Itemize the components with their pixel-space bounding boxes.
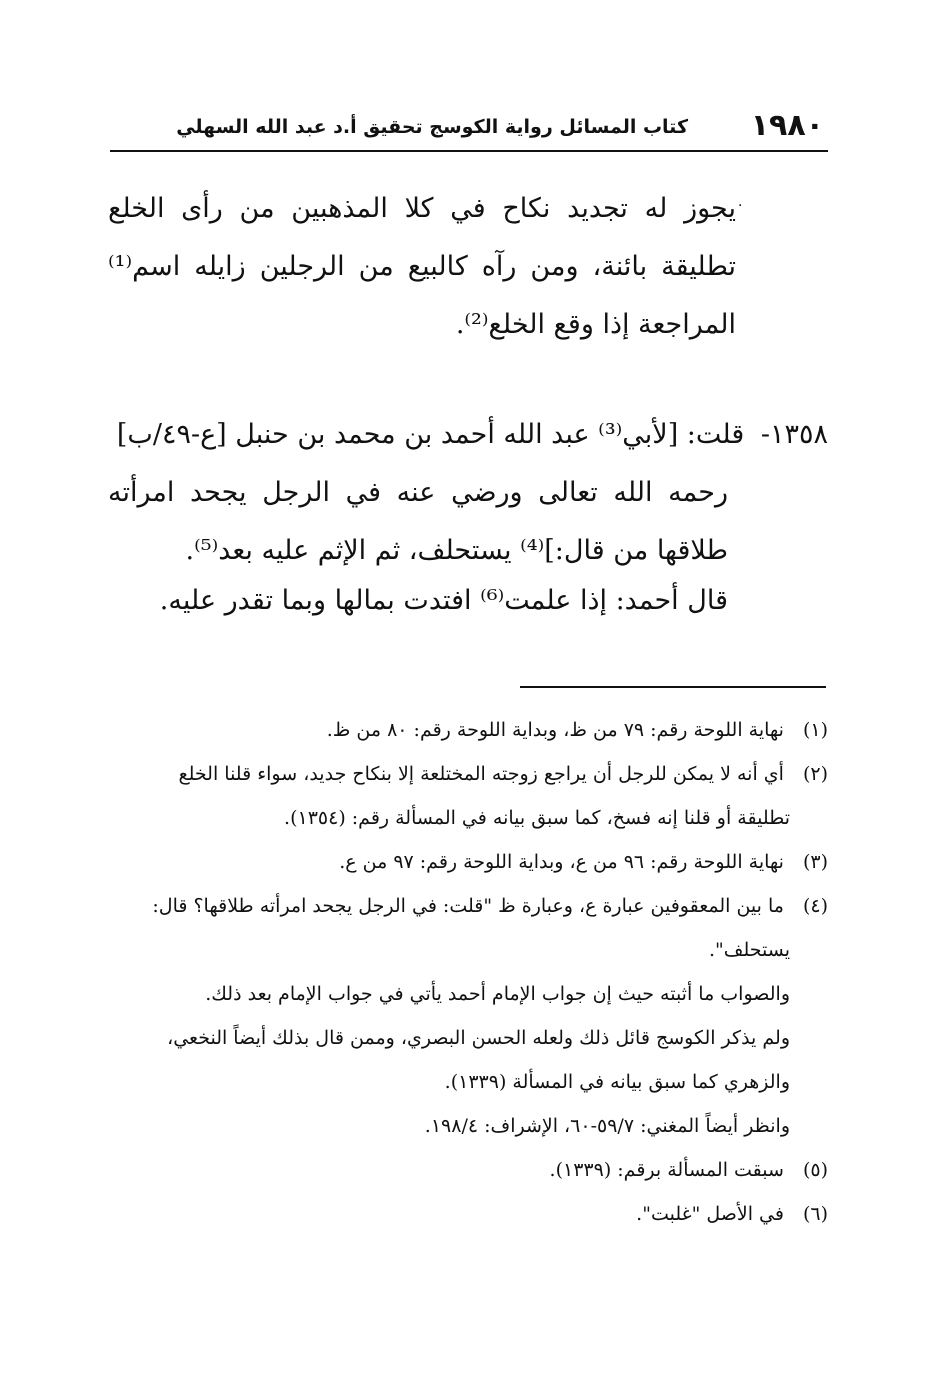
header-rule [110, 150, 828, 152]
issue-heading [108, 406, 828, 464]
footnote-4-note-c [106, 1104, 828, 1148]
footnote-text: ما بين المعقوفين عبارة ع، وعبارة ظ "قلت: في الرجل يجحد امرأته طلاقها؟ قال: [152, 895, 784, 917]
page-number: ١٩٨٠ [750, 108, 824, 143]
footnote-text: أي أنه لا يمكن للرجل أن يراجع زوجته المختلعة إلا بنكاح جديد، سواء قلنا الخلع [178, 763, 784, 785]
footnote-6 [106, 1192, 828, 1236]
footnote-number: (٤) [802, 895, 828, 917]
footnote-text: والصواب ما أثبته حيث إن جواب الإمام أحمد يأتي في جواب الإمام بعد ذلك. [205, 983, 790, 1005]
footnote-text-continuation: والزهري كما سبق بيانه في المسألة (١٣٣٩). [444, 1071, 790, 1093]
issue-question: قلت: [لأبي⁽³⁾ عبد الله أحمد بن محمد بن حنبل [ع-٤٩/ب] [116, 419, 745, 450]
running-header [110, 104, 828, 148]
imam-answer: قال أحمد: إذا علمت⁽⁶⁾ افتدت بمالها وبما تقدر عليه. [159, 585, 728, 616]
footnote-number: (٦) [802, 1203, 828, 1225]
footnote-number: (١) [802, 719, 828, 741]
running-title: كتاب المسائل رواية الكوسج تحقيق أ.د عبد الله السهلي [176, 116, 688, 138]
footnote-text-continuation: يستحلف". [709, 939, 790, 961]
footnote-2 [106, 752, 828, 840]
footnote-4-note-a [106, 972, 828, 1016]
footnote-text: نهاية اللوحة رقم: ٩٦ من ع، وبداية اللوحة رقم: ٩٧ من ع. [339, 851, 784, 873]
footnote-4 [106, 884, 828, 972]
issue-number: ١٣٥٨- [760, 419, 828, 450]
footnote-4-note-b [106, 1016, 828, 1104]
footnote-text: في الأصل "غلبت". [636, 1203, 784, 1225]
footnote-rule [520, 686, 826, 688]
footnote-number: (٥) [802, 1159, 828, 1181]
paragraph-continuation: يجوز له تجديد نكاح في كلا المذهبين من رأى الخلع تطليقة بائنة، ومن رآه كالبيع من الرجلين زايله اسم⁽¹⁾ المراجعة إذا وقع الخلع⁽²⁾. [108, 193, 736, 340]
footnote-number: (٢) [802, 763, 828, 785]
footnote-text: ولم يذكر الكوسج قائل ذلك ولعله الحسن البصري، وممن قال بذلك أيضاً النخعي، [167, 1027, 790, 1049]
footnote-5 [106, 1148, 828, 1192]
footnote-text-continuation: تطليقة أو قلنا إنه فسخ، كما سبق بيانه في المسألة رقم: (١٣٥٤). [284, 807, 790, 829]
footnote-text: نهاية اللوحة رقم: ٧٩ من ظ، وبداية اللوحة رقم: ٨٠ من ظ. [326, 719, 784, 741]
issue-question-continuation: رحمه الله تعالى ورضي عنه في الرجل يجحد امرأته طلاقها من قال:]⁽⁴⁾ يستحلف، ثم الإثم عليه بعد⁽⁵⁾. [108, 477, 728, 566]
footnote-text: سبقت المسألة برقم: (١٣٣٩). [549, 1159, 784, 1181]
footnote-number: (٣) [802, 851, 828, 873]
footnote-1 [106, 708, 828, 752]
bullet-mark: · [738, 198, 743, 214]
footnote-text: وانظر أيضاً المغني: ٥٩/٧-٦٠، الإشراف: ١٩٨/٤. [424, 1115, 790, 1137]
footnotes [106, 708, 828, 1236]
footnote-3 [106, 840, 828, 884]
